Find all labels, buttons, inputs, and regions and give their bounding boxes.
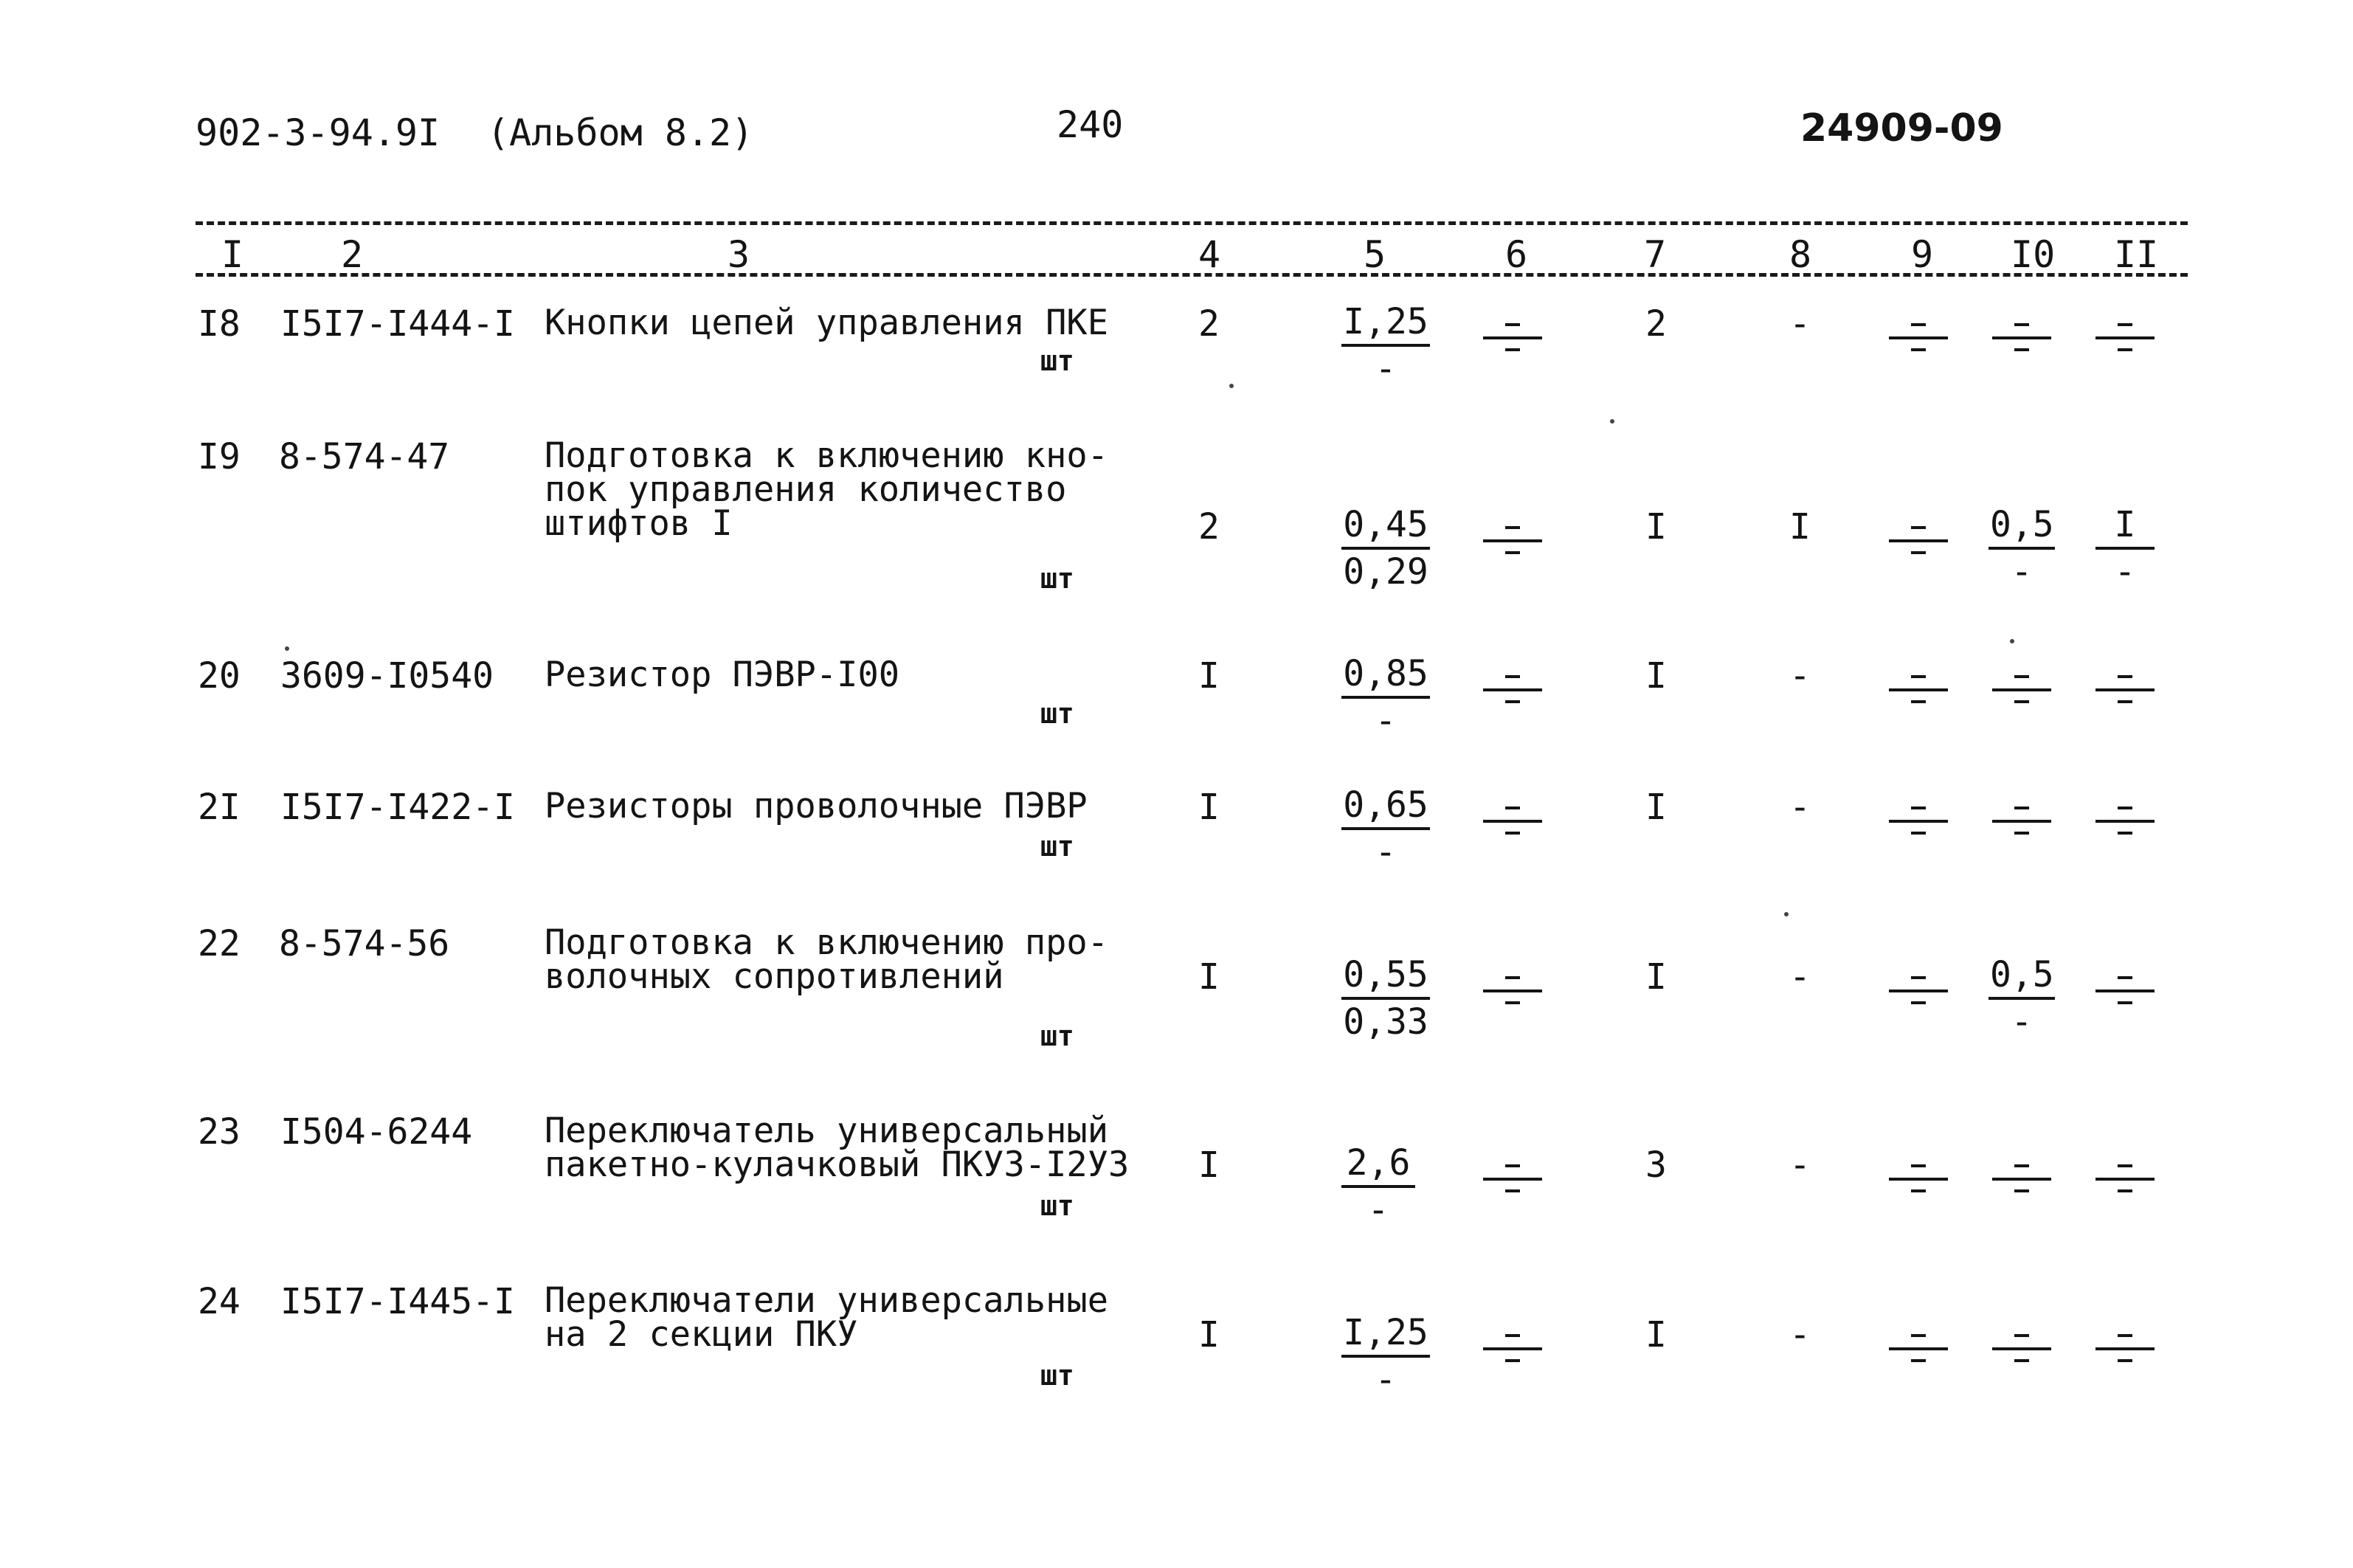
fraction-col5 [1341,954,1430,1043]
item-code: 3609-I0540 [280,655,494,697]
fraction-denominator: - [2011,551,2033,593]
scan-speck [1610,419,1614,424]
row-number: 2I [198,787,241,828]
row-number: 20 [198,655,241,697]
album-label: (Альбом 8.2) [487,111,754,154]
document-code: 902-3-94.9I [196,111,440,154]
item-description-line: волочных сопротивлений [545,956,1004,997]
header-rule-top [196,221,2188,225]
empty-fraction-col11 [2095,1164,2155,1200]
fraction-denominator: - [2114,551,2136,593]
column-header-5: 5 [1364,233,1386,276]
fraction-col5 [1341,1142,1415,1231]
column-header-7: 7 [1644,233,1667,276]
empty-fraction-col6 [1483,526,1542,562]
cell-col8: I [1789,506,1811,548]
empty-fraction-col9 [1889,807,1948,842]
empty-fraction-col10 [1992,323,2051,359]
unit-label: шт [1040,562,1074,595]
empty-fraction-col11 [2095,675,2155,711]
fraction-denominator: - [1375,348,1397,390]
cell-col7: 3 [1645,1144,1667,1186]
fraction-denominator: - [1367,1189,1389,1231]
cell-col7: I [1645,506,1667,548]
item-description-line: Переключатели универсальные [545,1280,1109,1321]
column-header-2: 2 [341,233,364,276]
item-description-line: пакетно-кулачковый ПКУ3-I2У3 [545,1144,1130,1185]
fraction-col11 [2095,504,2155,593]
empty-fraction-col9 [1889,675,1948,711]
column-header-4: 4 [1198,233,1221,276]
fraction-col5 [1341,653,1430,742]
item-code: I5I7-I445-I [280,1281,515,1322]
row-number: 23 [198,1111,241,1153]
cell-col8: - [1789,956,1811,998]
scan-speck [1229,384,1234,388]
item-description-line: Резисторы проволочные ПЭВР [545,786,1088,826]
fraction-col5 [1341,784,1430,873]
fraction-denominator: 0,33 [1343,1001,1428,1043]
item-description-line: Кнопки цепей управления ПКЕ [545,303,1109,343]
column-header-11: II [2114,233,2159,276]
unit-label: шт [1040,345,1074,377]
page-number: 240 [1057,103,1124,146]
item-description-line: Подготовка к включению про- [545,922,1109,963]
scan-speck [1784,912,1789,916]
header-rule-bottom [196,273,2188,277]
fraction-col10 [1989,504,2055,593]
fraction-col10 [1989,954,2055,1043]
fraction-numerator: 0,55 [1341,957,1430,1000]
empty-fraction-col11 [2095,323,2155,359]
fraction-numerator: 2,6 [1341,1145,1415,1188]
cell-col7: 2 [1645,303,1667,345]
scan-speck [285,646,289,651]
item-code: I504-6244 [280,1111,473,1153]
cell-col7: I [1645,787,1667,828]
empty-fraction-col6 [1483,1164,1542,1200]
cell-col8: - [1789,655,1811,697]
fraction-numerator: I,25 [1341,1315,1430,1358]
cell-col4: I [1198,1314,1220,1355]
empty-fraction-col10 [1992,1164,2051,1200]
empty-fraction-col6 [1483,1334,1542,1370]
empty-fraction-col9 [1889,976,1948,1012]
fraction-col5 [1341,504,1430,593]
empty-fraction-col6 [1483,976,1542,1012]
fraction-numerator: 0,5 [1989,507,2055,550]
row-number: 24 [198,1281,241,1322]
empty-fraction-col10 [1992,675,2051,711]
item-description-line: Резистор ПЭВР-I00 [545,655,900,695]
item-description-line: штифтов I [545,503,733,544]
scan-speck [2010,639,2014,643]
fraction-numerator: I,25 [1341,304,1430,347]
item-description-line: Подготовка к включению кно- [545,435,1109,476]
cell-col4: I [1198,787,1220,828]
fraction-numerator: 0,5 [1989,957,2055,1000]
item-code: I5I7-I422-I [280,787,515,828]
column-header-10: I0 [2011,233,2056,276]
fraction-numerator: 0,65 [1341,787,1430,830]
fraction-denominator: - [1375,1359,1397,1401]
item-code: 8-574-47 [279,436,450,477]
row-number: I8 [198,303,241,345]
empty-fraction-col6 [1483,323,1542,359]
fraction-denominator: - [1375,700,1397,742]
unit-label: шт [1040,1359,1074,1392]
item-code: I5I7-I444-I [280,303,515,345]
cell-col7: I [1645,956,1667,998]
fraction-denominator: - [2011,1001,2033,1043]
empty-fraction-col10 [1992,1334,2051,1370]
cell-col4: 2 [1198,303,1220,345]
column-header-6: 6 [1505,233,1528,276]
empty-fraction-col6 [1483,807,1542,842]
empty-fraction-col9 [1889,526,1948,562]
column-header-8: 8 [1789,233,1812,276]
empty-fraction-col9 [1889,323,1948,359]
unit-label: шт [1040,830,1074,863]
cell-col8: - [1789,303,1811,345]
column-header-9: 9 [1911,233,1934,276]
fraction-numerator: I [2095,507,2155,550]
cell-col8: - [1789,787,1811,828]
empty-fraction-col11 [2095,976,2155,1012]
unit-label: шт [1040,1189,1074,1222]
cell-col4: 2 [1198,506,1220,548]
cell-col4: I [1198,655,1220,697]
empty-fraction-col6 [1483,675,1542,711]
cell-col4: I [1198,1144,1220,1186]
column-header-3: 3 [728,233,750,276]
row-number: I9 [198,436,241,477]
empty-fraction-col9 [1889,1334,1948,1370]
empty-fraction-col11 [2095,1334,2155,1370]
empty-fraction-col11 [2095,807,2155,842]
item-description-line: Переключатель универсальный [545,1111,1109,1151]
cell-col8: - [1789,1144,1811,1186]
row-number: 22 [198,923,241,964]
item-description-line: пок управления количество [545,469,1067,510]
cell-col4: I [1198,956,1220,998]
unit-label: шт [1040,1020,1074,1052]
column-header-1: I [221,233,244,276]
cell-col7: I [1645,655,1667,697]
item-description-line: на 2 секции ПКУ [545,1314,858,1355]
reference-number: 24909-09 [1800,106,2003,151]
fraction-denominator: - [1375,832,1397,873]
fraction-numerator: 0,85 [1341,656,1430,699]
fraction-denominator: 0,29 [1343,551,1428,593]
fraction-col5 [1341,1312,1430,1401]
fraction-numerator: 0,45 [1341,507,1430,550]
cell-col7: I [1645,1314,1667,1355]
item-code: 8-574-56 [279,923,450,964]
empty-fraction-col10 [1992,807,2051,842]
cell-col8: - [1789,1314,1811,1355]
empty-fraction-col9 [1889,1164,1948,1200]
fraction-col5 [1341,301,1430,390]
unit-label: шт [1040,697,1074,730]
